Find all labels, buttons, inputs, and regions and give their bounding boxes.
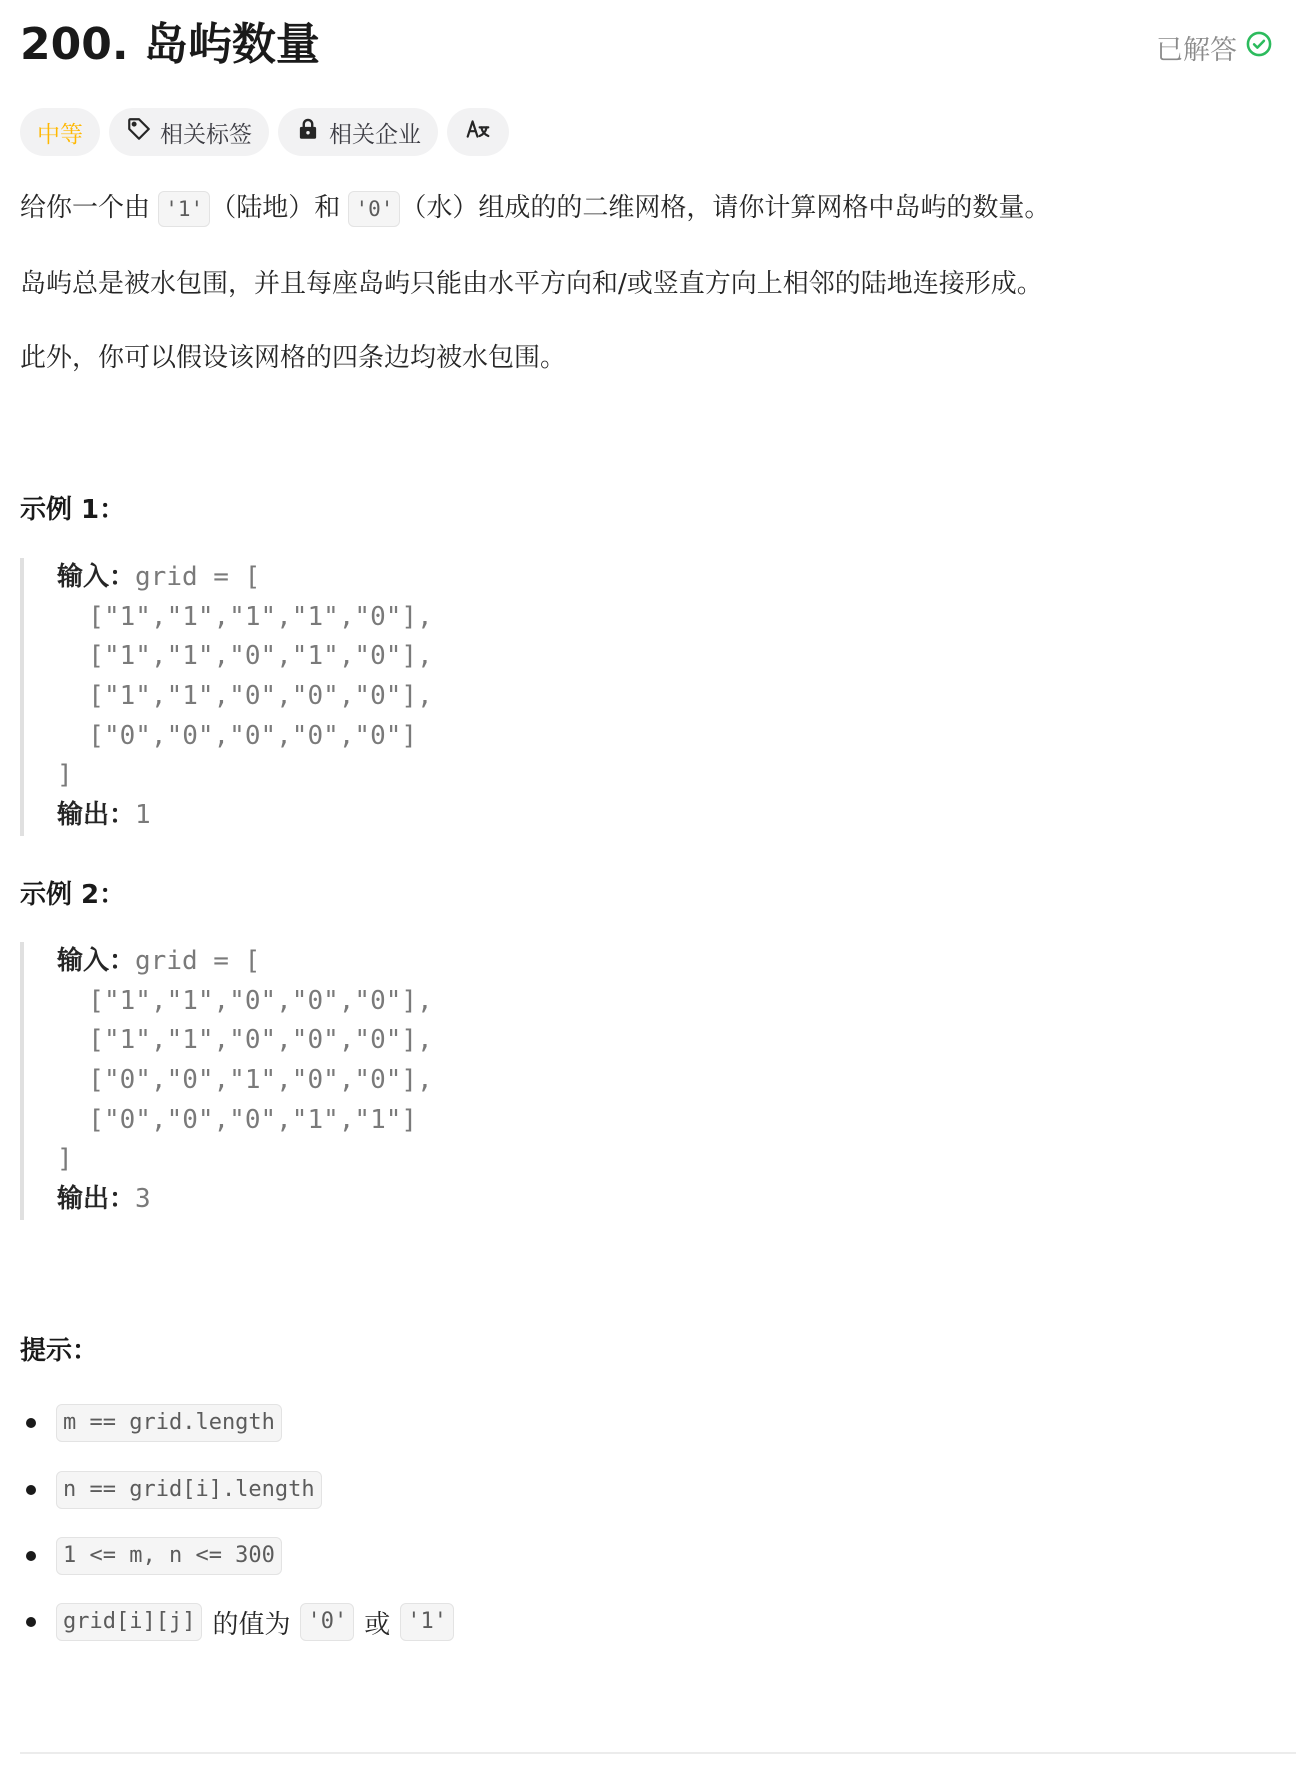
example-code-line: ["1","1","0","1","0"], xyxy=(57,641,433,672)
example-code-line: ["1","1","0","0","0"], xyxy=(57,1025,433,1056)
example-2-block xyxy=(20,942,720,1220)
inline-code: '1' xyxy=(158,191,210,227)
example-code-line: ["1","1","1","1","0"], xyxy=(57,601,433,632)
description-text: （陆地）和 xyxy=(210,193,349,223)
example-code-line: ["0","0","0","1","1"] xyxy=(57,1104,418,1135)
bullet xyxy=(26,1485,36,1495)
inline-code: grid[i][j] xyxy=(56,1603,202,1641)
divider xyxy=(20,1752,1296,1754)
related-companies-button[interactable] xyxy=(278,108,438,156)
constraint-item xyxy=(20,1603,454,1641)
solved-status xyxy=(1156,28,1273,67)
example-1-block xyxy=(20,558,720,836)
related-companies-label: 相关企业 xyxy=(329,121,421,148)
example-output-line xyxy=(57,1180,720,1220)
constraint-item xyxy=(20,1471,322,1509)
description-paragraph-1 xyxy=(20,188,1050,228)
inline-code: m == grid.length xyxy=(56,1404,282,1442)
example-output-line xyxy=(57,796,720,836)
tag-icon xyxy=(126,116,152,148)
bullet xyxy=(26,1551,36,1561)
translate-button[interactable] xyxy=(447,108,509,156)
code-text: grid = [ xyxy=(135,562,261,592)
bullet xyxy=(26,1418,36,1428)
constraint-text: 的值为 xyxy=(212,1609,291,1640)
example-code-line: ["1","1","0","0","0"], xyxy=(57,985,433,1016)
inline-code: 1 <= m, n <= 300 xyxy=(56,1537,282,1575)
code-text: grid = [ xyxy=(135,946,261,976)
output-value: 1 xyxy=(135,800,151,831)
related-topics-label: 相关标签 xyxy=(160,121,252,148)
description-text: （水）组成的的二维网格，请你计算网格中岛屿的数量。 xyxy=(400,193,1051,223)
input-label: 输入： xyxy=(57,946,136,976)
example-code-line: ] xyxy=(57,760,73,791)
description-paragraph-3: 此外，你可以假设该网格的四条边均被水包围。 xyxy=(20,343,567,373)
constraint-text: 或 xyxy=(364,1609,391,1640)
translate-icon xyxy=(465,116,491,148)
check-circle-icon xyxy=(1245,30,1273,65)
example-code-line: ["0","0","1","0","0"], xyxy=(57,1065,433,1096)
input-label: 输入： xyxy=(57,562,136,592)
constraint-item xyxy=(20,1537,282,1575)
difficulty-badge[interactable]: 中等 xyxy=(20,108,100,156)
solved-status-label: 已解答 xyxy=(1156,35,1237,66)
bullet xyxy=(26,1617,36,1627)
description-text: 给你一个由 xyxy=(20,193,159,223)
tag-bar xyxy=(20,108,509,156)
example-input-line xyxy=(57,942,720,982)
output-label: 输出： xyxy=(57,1184,136,1215)
example-input-line xyxy=(57,558,720,598)
inline-code: '0' xyxy=(300,1603,354,1641)
example-code-line: ] xyxy=(57,1144,73,1175)
example-2-title: 示例 2： xyxy=(20,880,126,910)
example-code-line: ["0","0","0","0","0"] xyxy=(57,720,418,751)
output-value: 3 xyxy=(135,1184,151,1215)
inline-code: n == grid[i].length xyxy=(56,1471,322,1509)
inline-code: '1' xyxy=(400,1603,454,1641)
example-1-title: 示例 1： xyxy=(20,495,126,525)
description-paragraph-2: 岛屿总是被水包围，并且每座岛屿只能由水平方向和/或竖直方向上相邻的陆地连接形成。 xyxy=(20,269,1043,299)
lock-icon xyxy=(295,116,321,148)
related-topics-button[interactable] xyxy=(109,108,269,156)
example-code-line: ["1","1","0","0","0"], xyxy=(57,681,433,712)
problem-title: 200. 岛屿数量 xyxy=(20,19,320,70)
constraint-item xyxy=(20,1404,282,1442)
inline-code: '0' xyxy=(348,191,400,227)
output-label: 输出： xyxy=(57,800,136,831)
constraints-title: 提示： xyxy=(20,1336,99,1366)
